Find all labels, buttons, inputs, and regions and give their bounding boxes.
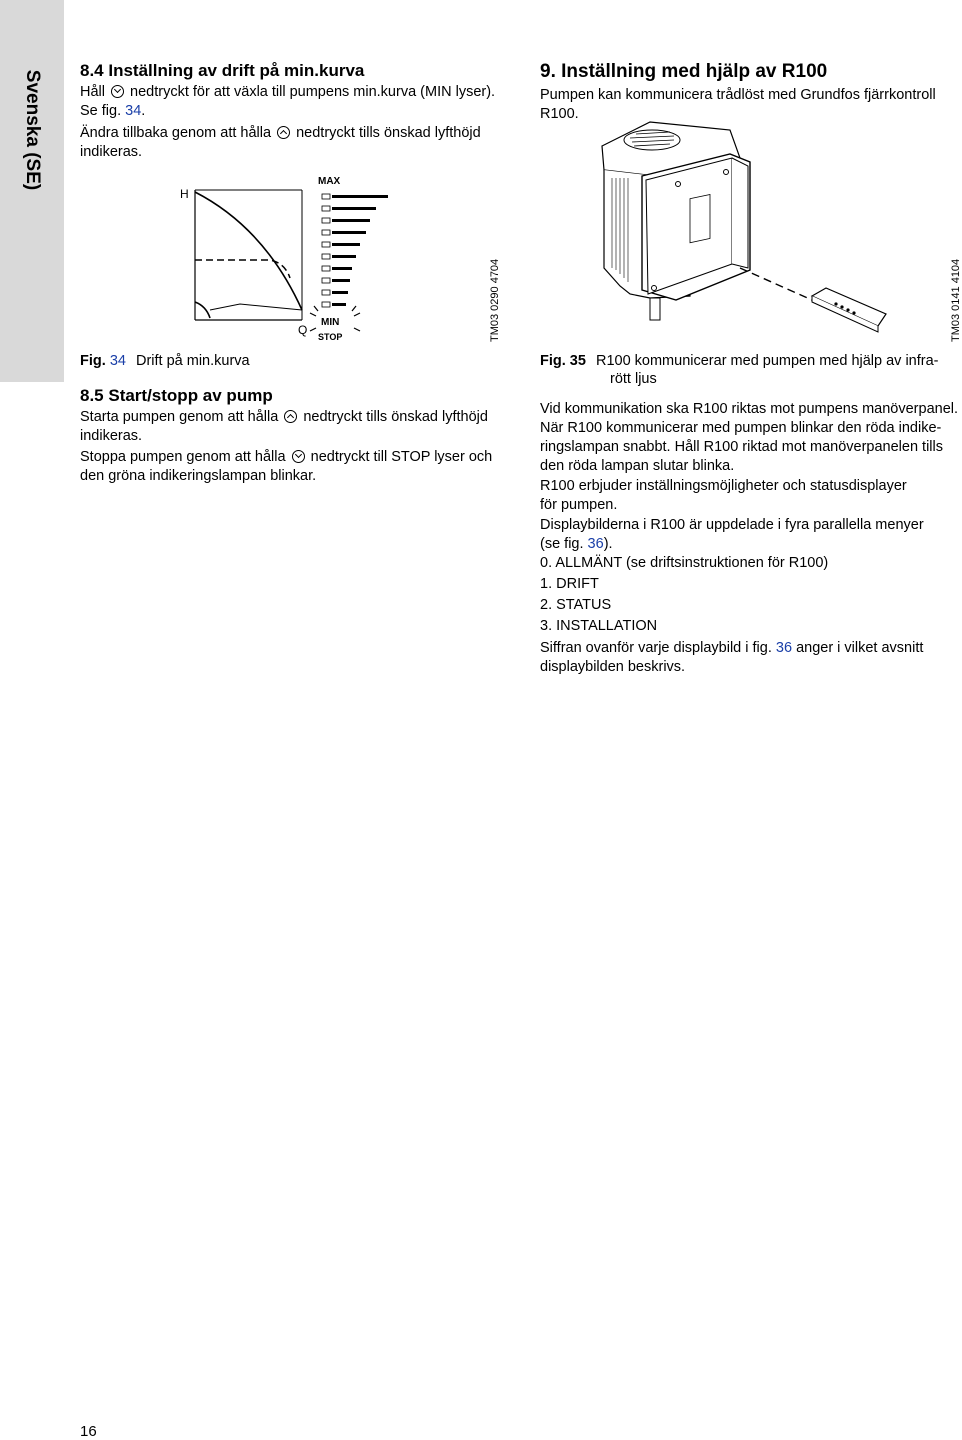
section-8-4-line4: indikeras. <box>80 144 143 160</box>
section-8-5-line4: den gröna indikeringslampan blinkar. <box>80 468 317 484</box>
body-p2-l2: för pumpen. <box>540 497 618 513</box>
fig-34-number-link[interactable]: 34 <box>109 353 126 369</box>
language-sidebar <box>0 0 64 382</box>
body-p1-l4: den röda lampan slutar blinka. <box>540 458 735 474</box>
section-8-4-line1: Håll nedtryckt för att växla till pumpens min.kurva (MIN lyser). <box>80 84 496 100</box>
fig-36-link[interactable]: 36 <box>587 536 604 552</box>
language-label: Svenska (SE) <box>22 69 43 191</box>
section-8-4-line3: Ändra tillbaka genom att hålla nedtryckt tills önskad lyfthöjd <box>80 125 481 141</box>
fig-36-link[interactable]: 36 <box>775 640 793 656</box>
page-number: 16 <box>80 1423 97 1440</box>
max-label: MAX <box>318 176 341 187</box>
section-9-intro: Pumpen kan kommunicera trådlöst med Grundfos fjärrkontroll R100. <box>540 87 936 122</box>
body-p1-l3: ringslampan snabbt. Håll R100 riktad mot manöverpanelen tills <box>540 439 943 455</box>
down-button-icon <box>111 85 124 98</box>
body-p3-l1: Displaybilderna i R100 är uppdelade i fyra parallella menyer <box>540 517 924 533</box>
section-8-5-line3: Stoppa pumpen genom att hålla nedtryckt till STOP lyser och <box>80 449 493 465</box>
section-8-5-title: 8.5 Start/stopp av pump <box>80 386 273 405</box>
section-8-5-line2: indikeras. <box>80 428 143 444</box>
fig-35-caption-line2: rött ljus <box>610 371 657 387</box>
body-p3-l2: (se fig. 36). <box>540 536 613 552</box>
fig-35-illustration <box>590 118 890 338</box>
body-p1-l2: När R100 kommunicerar med pumpen blinkar den röda indike- <box>540 420 942 436</box>
fig-34-diagram <box>170 168 410 348</box>
body-p4-l2: displaybilden beskrivs. <box>540 659 686 675</box>
body-p4-l1: Siffran ovanför varje displaybild i fig. 36 anger i vilket avsnitt <box>540 640 924 656</box>
fig-34-caption: Fig. 34 Drift på min.kurva <box>80 353 250 369</box>
fig-34-link[interactable]: 34 <box>125 103 142 119</box>
q-axis-label: Q <box>298 323 308 337</box>
stop-label: STOP <box>318 332 343 342</box>
body-p1-l1: Vid kommunikation ska R100 riktas mot pumpens manöverpanel. <box>540 401 959 417</box>
menu-item-3: 3. INSTALLATION <box>540 618 658 634</box>
menu-item-0: 0. ALLMÄNT (se driftsinstruktionen för R100) <box>540 555 829 571</box>
down-button-icon <box>292 450 305 463</box>
min-label: MIN <box>321 317 340 328</box>
menu-item-1: 1. DRIFT <box>540 576 599 592</box>
up-button-icon <box>277 126 290 139</box>
section-9-title: 9. Inställning med hjälp av R100 <box>540 61 828 82</box>
section-8-4-title: 8.4 Inställning av drift på min.kurva <box>80 61 365 80</box>
h-axis-label: H <box>180 187 189 201</box>
fig-35-tm-code: TM03 0141 4104 <box>950 258 962 342</box>
menu-item-2: 2. STATUS <box>540 597 612 613</box>
fig-35-caption: Fig. 35 R100 kommunicerar med pumpen med hjälp av infra- <box>540 353 939 369</box>
up-button-icon <box>284 410 297 423</box>
section-8-5-line1: Starta pumpen genom att hålla nedtryckt tills önskad lyfthöjd <box>80 409 488 425</box>
fig-34-tm-code: TM03 0290 4704 <box>489 258 501 342</box>
body-p2-l1: R100 erbjuder inställningsmöjligheter och statusdisplayer <box>540 478 907 494</box>
section-8-4-line2: Se fig. 34. <box>80 103 146 119</box>
